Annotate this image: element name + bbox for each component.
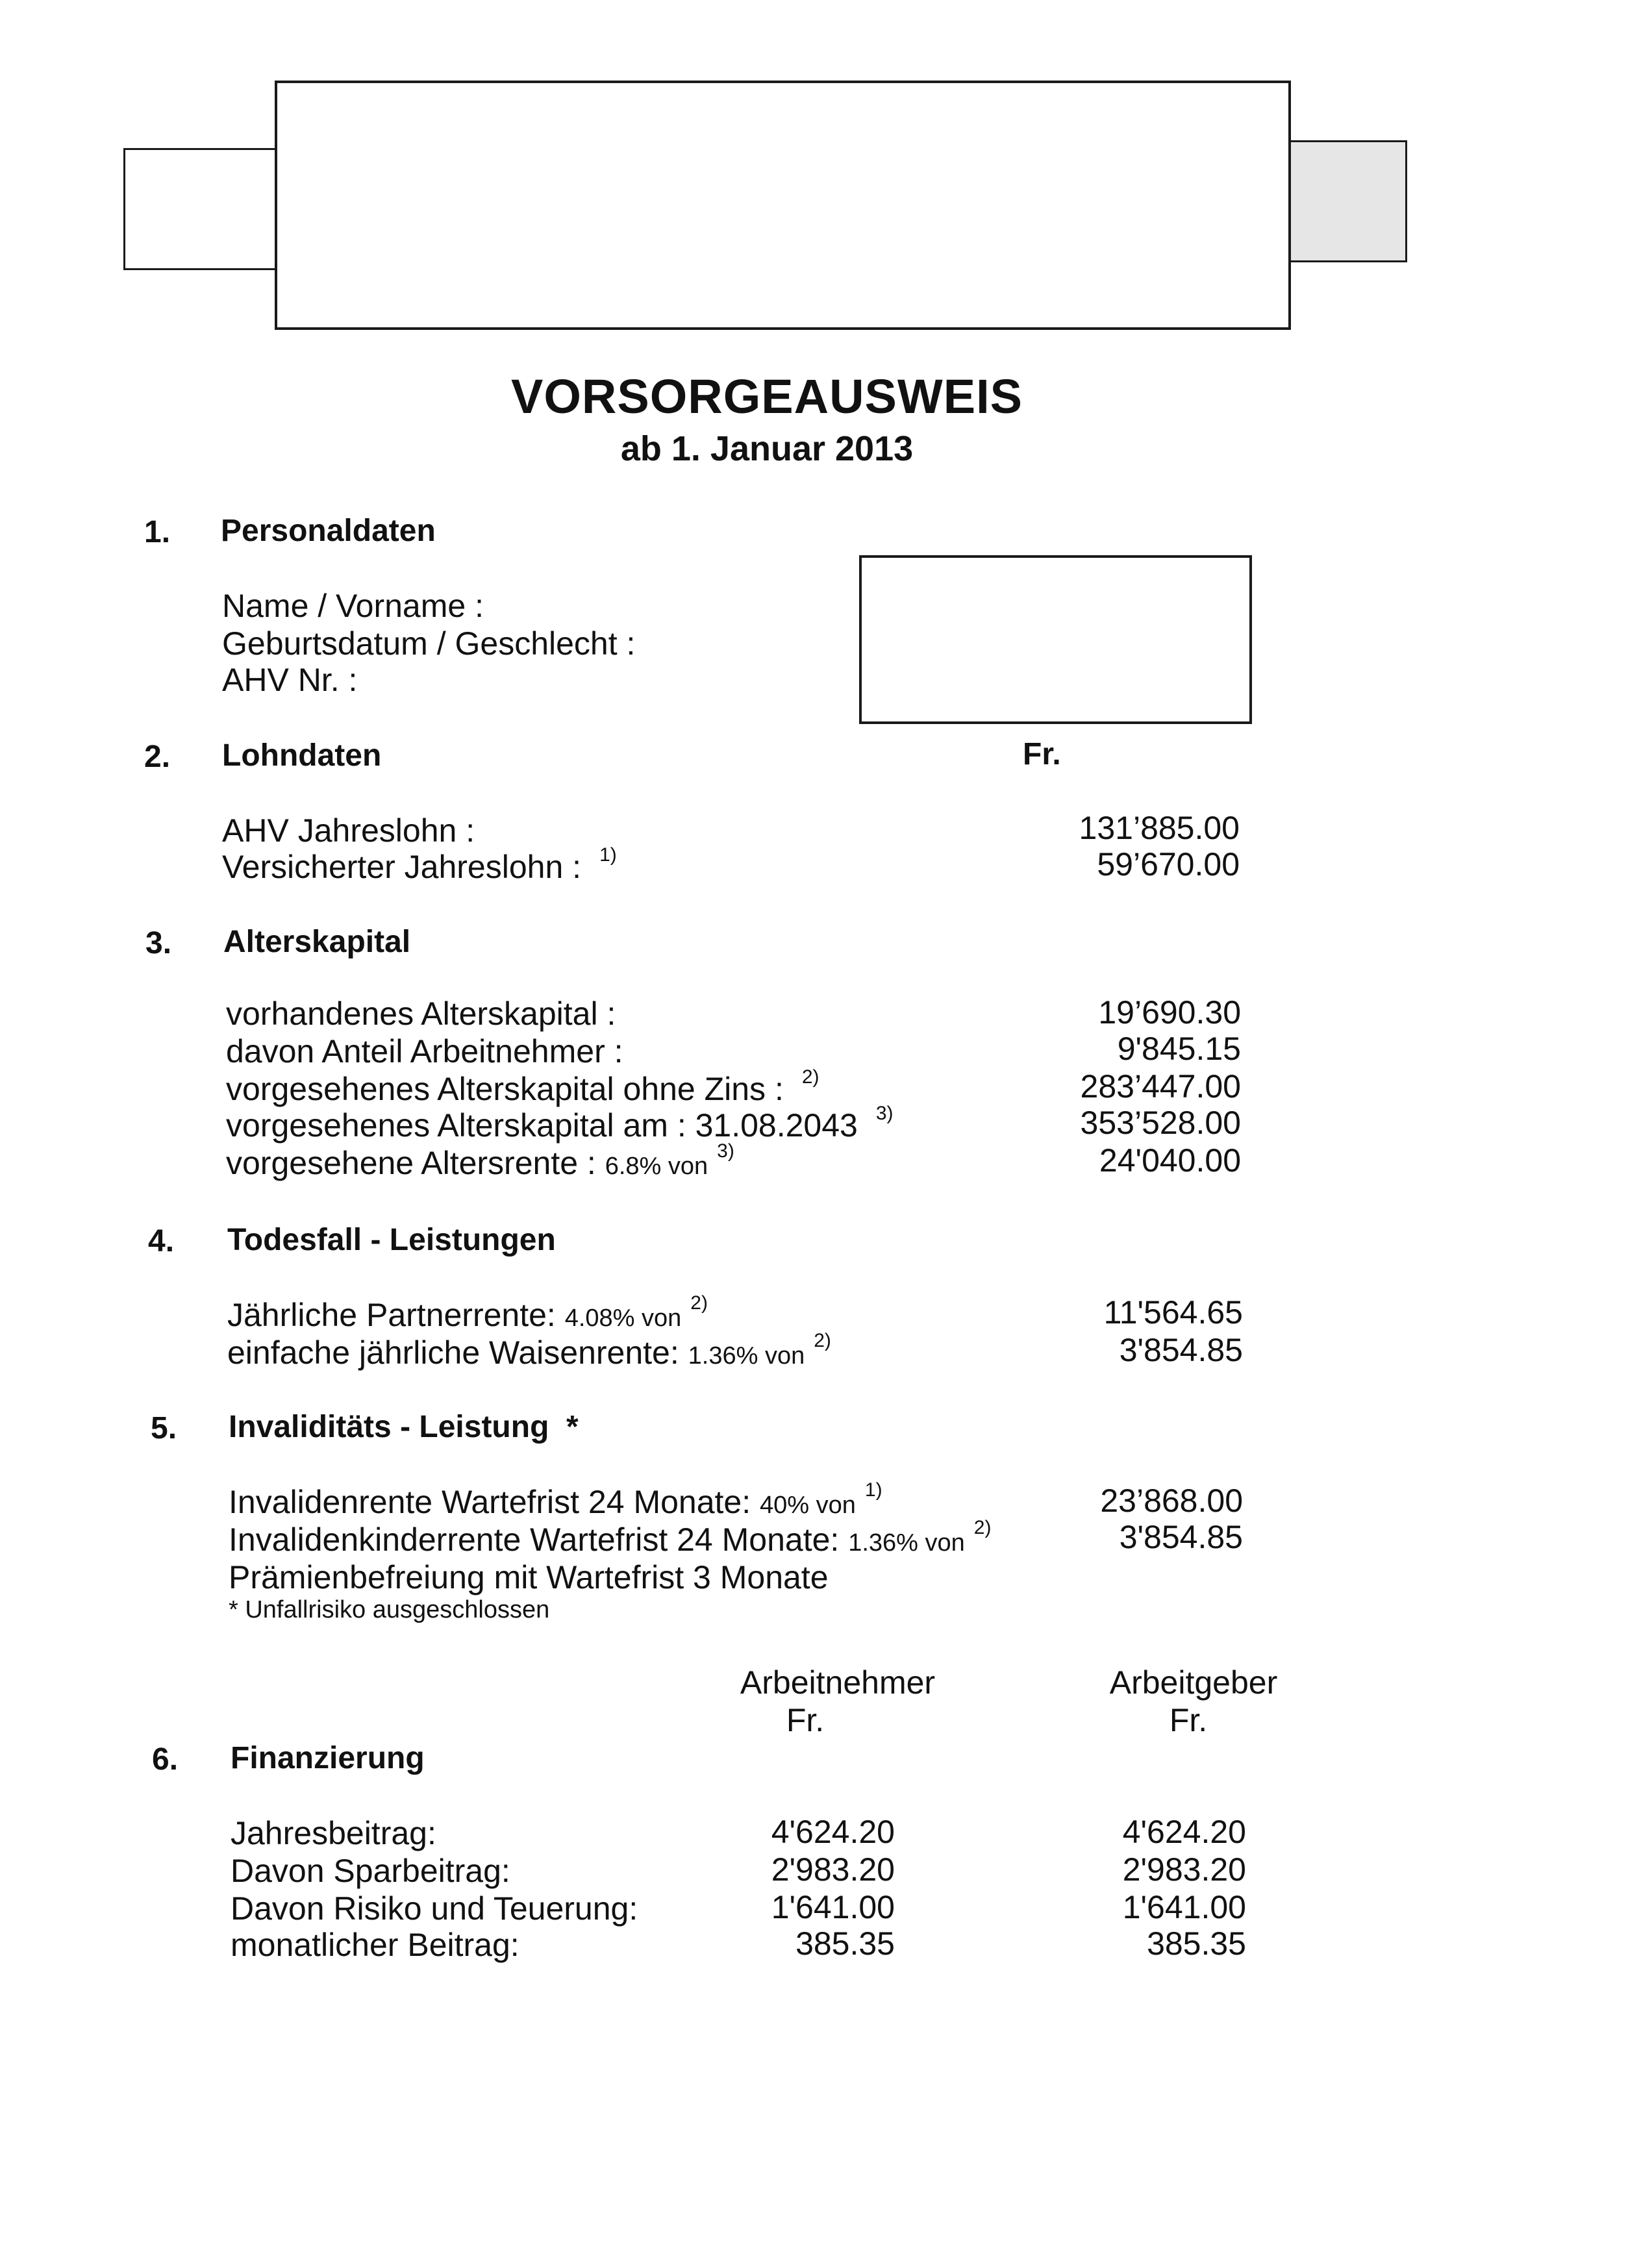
- projected-capital-date-value: 353’528.00: [1080, 1105, 1241, 1141]
- disability-pension-row: [229, 1479, 882, 1521]
- currency-header: Fr.: [1023, 737, 1061, 771]
- personal-data-redacted-box: [859, 555, 1252, 724]
- annual-contribution-employee: 4'624.20: [771, 1814, 895, 1850]
- footnote-ref: 1): [864, 1479, 882, 1501]
- ahv-annual-salary-value: 131’885.00: [1079, 810, 1240, 846]
- employee-column-header: Arbeitnehmer: [740, 1664, 936, 1701]
- monthly-contribution-employee: 385.35: [795, 1925, 895, 1962]
- footnote-ref: 2): [690, 1292, 708, 1314]
- section-1-number: 1.: [144, 515, 171, 549]
- current-capital-label: vorhandenes Alterskapital :: [226, 995, 616, 1032]
- projected-capital-date-row: [226, 1103, 894, 1144]
- section-5-number: 5.: [151, 1411, 177, 1445]
- disability-child-pension-value: 3'854.85: [1119, 1519, 1243, 1555]
- annual-contribution-label: Jahresbeitrag:: [231, 1815, 436, 1851]
- orphan-pension-label: einfache jährliche Waisenrente:: [227, 1334, 679, 1371]
- projected-pension-row: [226, 1140, 734, 1182]
- monthly-contribution-label: monatlicher Beitrag:: [231, 1927, 519, 1963]
- disability-child-pension-rate: 1.36% von: [848, 1529, 965, 1557]
- projected-capital-date-label: vorgesehenes Alterskapital am : 31.08.2043: [226, 1107, 858, 1144]
- ahv-number-label: AHV Nr. :: [222, 662, 358, 698]
- footnote-ref: 2): [801, 1066, 820, 1088]
- section-4-number: 4.: [148, 1224, 175, 1258]
- section-3-number: 3.: [145, 926, 172, 960]
- section-2-title: Lohndaten: [222, 738, 382, 773]
- partner-pension-label: Jährliche Partnerrente:: [227, 1297, 556, 1333]
- header-left-box: [123, 148, 279, 270]
- section-5-title: Invaliditäts - Leistung *: [229, 1410, 579, 1444]
- orphan-pension-value: 3'854.85: [1119, 1332, 1243, 1368]
- projected-pension-value: 24'040.00: [1099, 1142, 1241, 1179]
- employee-share-label: davon Anteil Arbeitnehmer :: [226, 1033, 623, 1070]
- section-3-title: Alterskapital: [223, 925, 411, 959]
- current-capital-value: 19’690.30: [1098, 994, 1241, 1031]
- ahv-annual-salary-label: AHV Jahreslohn :: [222, 812, 475, 849]
- insured-salary-value: 59’670.00: [1097, 846, 1240, 882]
- birthdate-label: Geburtsdatum / Geschlecht :: [222, 625, 636, 662]
- orphan-pension-row: [227, 1330, 831, 1371]
- footnote-ref: 2): [814, 1330, 831, 1351]
- footnote-ref: 1): [599, 844, 617, 866]
- document-subtitle: ab 1. Januar 2013: [620, 429, 914, 468]
- insured-salary-row: [222, 844, 617, 886]
- disability-child-pension-label: Invalidenkinderrente Wartefrist 24 Monate:: [229, 1521, 840, 1558]
- savings-contribution-employee: 2'983.20: [771, 1851, 895, 1888]
- header-redacted-box: [275, 81, 1291, 330]
- footnote-ref: 3): [875, 1103, 894, 1124]
- savings-contribution-employer: 2'983.20: [1122, 1851, 1246, 1888]
- disability-child-pension-row: [229, 1517, 992, 1558]
- risk-inflation-employee: 1'641.00: [771, 1889, 895, 1925]
- name-label: Name / Vorname :: [222, 588, 484, 624]
- partner-pension-value: 11'564.65: [1103, 1294, 1243, 1331]
- employer-column-header: Arbeitgeber: [1109, 1664, 1278, 1701]
- section-6-number: 6.: [152, 1742, 179, 1777]
- projected-pension-rate: 6.8% von: [605, 1153, 708, 1180]
- document-title: VORSORGEAUSWEIS: [511, 369, 1023, 423]
- savings-contribution-label: Davon Sparbeitrag:: [231, 1853, 510, 1889]
- disability-pension-rate: 40% von: [760, 1492, 856, 1519]
- section-4-title: Todesfall - Leistungen: [227, 1223, 556, 1257]
- employee-share-value: 9'845.15: [1117, 1031, 1241, 1067]
- employer-column-currency: Fr.: [1169, 1702, 1208, 1738]
- orphan-pension-rate: 1.36% von: [688, 1342, 805, 1370]
- projected-capital-no-interest-label: vorgesehenes Alterskapital ohne Zins :: [226, 1071, 784, 1107]
- footnote-ref: 3): [717, 1140, 734, 1162]
- partner-pension-row: [227, 1292, 708, 1334]
- header-right-box: [1289, 140, 1407, 262]
- disability-pension-value: 23’868.00: [1100, 1483, 1243, 1519]
- risk-inflation-label: Davon Risiko und Teuerung:: [231, 1890, 638, 1927]
- section-6-title: Finanzierung: [231, 1741, 425, 1775]
- section-2-number: 2.: [144, 740, 171, 774]
- employee-column-currency: Fr.: [786, 1702, 825, 1738]
- projected-capital-no-interest-row: [226, 1066, 820, 1108]
- annual-contribution-employer: 4'624.20: [1122, 1814, 1246, 1850]
- section-1-title: Personaldaten: [221, 514, 436, 548]
- projected-pension-label: vorgesehene Altersrente :: [226, 1145, 596, 1181]
- projected-capital-no-interest-value: 283’447.00: [1080, 1068, 1241, 1105]
- insured-salary-label: Versicherter Jahreslohn :: [222, 849, 582, 885]
- risk-inflation-employer: 1'641.00: [1122, 1889, 1246, 1925]
- footnote-ref: 2): [973, 1517, 992, 1538]
- partner-pension-rate: 4.08% von: [564, 1305, 682, 1332]
- disability-pension-label: Invalidenrente Wartefrist 24 Monate:: [229, 1484, 751, 1520]
- monthly-contribution-employer: 385.35: [1147, 1925, 1246, 1962]
- premium-waiver-label: Prämienbefreiung mit Wartefrist 3 Monate: [229, 1559, 829, 1596]
- accident-risk-footnote: * Unfallrisiko ausgeschlossen: [229, 1596, 550, 1623]
